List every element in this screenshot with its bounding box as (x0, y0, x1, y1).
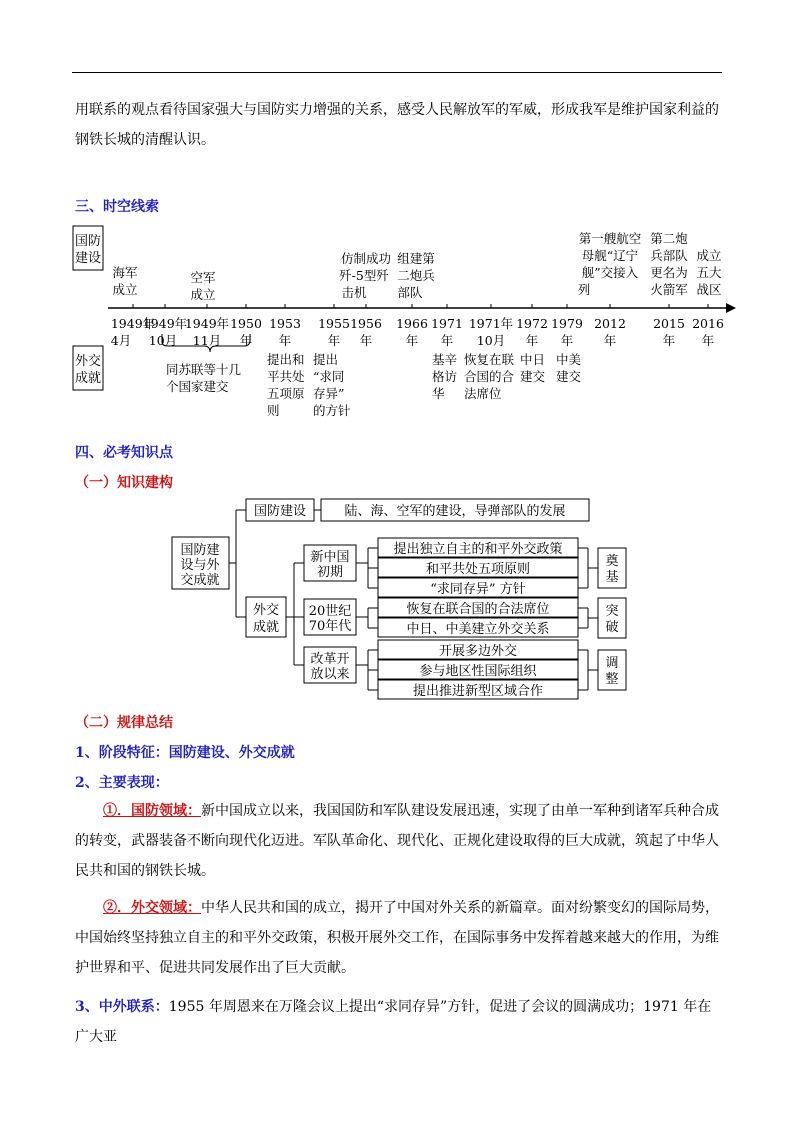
summary-p1: 1、阶段特征：国防建设、外交成就 (75, 745, 295, 761)
defense-events (112, 231, 722, 302)
month-5: 年 (327, 333, 341, 348)
root-line-2: 设与外 (180, 558, 220, 573)
event-rocketforce-4: 火箭军 (650, 282, 688, 297)
diplomacy-events (166, 352, 582, 418)
period3-2: 放以来 (310, 667, 350, 682)
event-seekcommon-3: 存异” (313, 386, 345, 401)
year-11: 1979 (551, 316, 583, 331)
event-5principles-1: 提出和 (267, 352, 305, 367)
period2-1: 20世纪 (308, 604, 352, 619)
event-kissinger-1: 基辛 (432, 352, 458, 367)
month-7: 年 (405, 333, 419, 348)
period1-1: 新中国 (310, 550, 350, 565)
event-seekcommon-4: 的方针 (313, 403, 351, 418)
diplomacy-node-2: 成就 (252, 620, 280, 635)
defense-summary-line-1 (75, 796, 725, 826)
event-carrier-3: 舰”交接入 (581, 265, 639, 280)
period1-item1: 提出独立自主的和平外交政策 (393, 542, 563, 557)
event-carrier-4: 列 (577, 282, 591, 297)
year-9: 1971年 (468, 316, 514, 331)
period3-tag-2: 整 (605, 672, 619, 687)
defense-text-3: 民共和国的钢铁长城。 (75, 863, 215, 879)
month-2: 11月 (192, 333, 222, 348)
diplomacy-summary-line-1 (75, 893, 725, 923)
event-usa-1: 中美 (556, 352, 582, 367)
diplomacy-text-1: 中华人民共和国的成立，揭开了中国对外关系的新篇章。面对纷繁变幻的国际局势， (201, 900, 719, 916)
period1-tag-1: 奠 (605, 554, 619, 569)
summary-p3-keyword: 3、中外联系： (75, 999, 169, 1015)
event-j5-2: 歼-5型歼 (339, 268, 389, 283)
year-8: 1971 (431, 316, 463, 331)
event-rocketforce-3: 更名为 (650, 265, 688, 280)
event-carrier-2: 母舰“辽宁 (581, 248, 639, 263)
defense-label-1: 国防 (74, 234, 102, 249)
summary-p3 (75, 992, 725, 1052)
event-japan-2: 建交 (520, 369, 546, 384)
diplomacy-keyword: ②．外交领域： (103, 900, 201, 916)
year-7: 1966 (396, 316, 428, 331)
period3-item2: 参与地区性国际组织 (419, 664, 537, 679)
event-kissinger-2: 格访 (432, 369, 458, 384)
month-12: 年 (603, 333, 617, 348)
event-usa-2: 建交 (556, 369, 582, 384)
month-6: 年 (359, 333, 373, 348)
year-4: 1953 (269, 316, 301, 331)
section4-sub1: （一）知识建构 (75, 475, 173, 491)
period3-1: 改革开 (310, 652, 350, 667)
event-j5-1: 仿制成功 (340, 251, 392, 266)
period1-tag-2: 基 (605, 570, 619, 585)
month-9: 10月 (476, 333, 506, 348)
section4-title: 四、必考知识点 (75, 445, 173, 461)
period2-2: 70年代 (308, 619, 352, 634)
event-theater-1: 成立 (696, 248, 722, 263)
year-labels (111, 316, 724, 348)
diplomacy-text-2: 中国始终坚持独立自主的和平外交政策，积极开展外交工作，在国际事务中发挥着越来越大的作用，为维 (75, 930, 719, 946)
event-airforce-1: 空军 (190, 270, 216, 285)
month-11: 年 (560, 333, 574, 348)
event-navy-2: 成立 (112, 282, 138, 297)
year-1: 1949年 (142, 316, 188, 331)
defense-label-2: 建设 (74, 251, 102, 266)
year-14: 2016 (692, 316, 724, 331)
defense-text-1: 新中国成立以来，我国国防和军队建设发展迅速，实现了由单一军种到诸军兵种合成 (201, 803, 719, 819)
period1-2: 初期 (316, 565, 344, 580)
event-ussr-1: 同苏联等十几 (166, 362, 242, 377)
period2-item1: 恢复在联合国的合法席位 (406, 602, 550, 617)
month-10: 年 (525, 333, 539, 348)
event-theater-3: 战区 (696, 282, 722, 297)
intro-line-2: 钢铁长城的清醒认识。 (75, 132, 215, 148)
intro-line-1: 用联系的观点看待国家强大与国防实力增强的关系，感受人民解放军的军威，形成我军是维护国家利益的 (75, 102, 719, 118)
period3-item3: 提出推进新型区域合作 (412, 684, 544, 699)
event-un-2: 合国的合 (464, 369, 515, 384)
diplomacy-label-1: 外交 (74, 354, 102, 369)
event-airforce-2: 成立 (190, 287, 216, 302)
event-rocket-1: 组建第 (397, 251, 435, 266)
summary-p3-text: 1955 年周恩来在万隆会议上提出“求同存异”方针，促进了会议的圆满成功；1971 年在广大亚 (75, 999, 712, 1045)
event-rocket-2: 二炮兵 (397, 268, 435, 283)
event-5principles-4: 则 (267, 403, 280, 418)
period1-item2: 和平共处五项原则 (425, 562, 531, 577)
event-carrier-1: 第一艘航空 (578, 231, 642, 246)
timeline (0, 220, 794, 420)
event-j5-3: 击机 (341, 285, 367, 300)
month-3: 年 (239, 333, 253, 348)
year-12: 2012 (594, 316, 626, 331)
defense-detail: 陆、海、空军的建设，导弹部队的发展 (344, 504, 566, 519)
event-rocketforce-1: 第二炮 (650, 231, 688, 246)
year-13: 2015 (653, 316, 685, 331)
event-kissinger-3: 华 (432, 386, 445, 401)
defense-text-2: 的转变，武器装备不断向现代化迈进。军队革命化、现代化、正规化建设取得的巨大成就，筑起了中华人 (75, 833, 719, 849)
section3-title: 三、时空线索 (75, 199, 159, 215)
defense-summary (75, 796, 725, 886)
defense-label-box (73, 226, 103, 270)
year-5: 1955 (318, 316, 350, 331)
diplomacy-label-2: 成就 (74, 371, 102, 386)
month-13: 年 (662, 333, 676, 348)
year-0: 1949年 (110, 316, 156, 331)
event-navy-1: 海军 (112, 265, 138, 280)
event-rocket-3: 部队 (397, 285, 423, 300)
diplomacy-text-3: 护世界和平、促进共同发展作出了巨大贡献。 (75, 960, 355, 976)
header-rule (72, 72, 722, 73)
period3-tag-1: 调 (605, 656, 619, 671)
event-un-1: 恢复在联 (464, 352, 515, 367)
timeline-arrow-icon (726, 303, 736, 313)
intro-paragraph (75, 95, 725, 155)
event-seekcommon-1: 提出 (313, 352, 339, 367)
event-rocketforce-2: 兵部队 (650, 248, 688, 263)
defense-node: 国防建设 (253, 504, 307, 519)
month-8: 年 (440, 333, 454, 348)
event-seekcommon-2: “求同 (313, 369, 345, 384)
summary-p2: 2、主要表现： (75, 775, 169, 791)
event-5principles-3: 五项原 (267, 386, 305, 401)
month-0: 4月 (110, 333, 132, 348)
event-theater-2: 五大 (696, 265, 722, 280)
diplomacy-summary (75, 893, 725, 983)
period2-tag-2: 破 (605, 620, 619, 635)
period2-item2: 中日、中美建立外交关系 (406, 622, 550, 637)
month-14: 年 (701, 333, 715, 348)
year-10: 1972 (516, 316, 548, 331)
period1-item3: “求同存异” 方针 (430, 582, 526, 597)
diplomacy-node-1: 外交 (252, 603, 280, 618)
event-ussr-2: 个国家建交 (166, 379, 229, 394)
month-4: 年 (278, 333, 292, 348)
knowledge-diagram (0, 495, 794, 710)
section4-sub2: （二）规律总结 (75, 715, 173, 731)
event-5principles-2: 平共处 (267, 369, 305, 384)
root-line-3: 交成就 (180, 573, 220, 588)
year-3: 1950 (230, 316, 262, 331)
event-un-3: 法席位 (464, 386, 502, 401)
defense-keyword: ①．国防领域： (103, 803, 201, 819)
root-line-1: 国防建 (180, 543, 220, 558)
period2-tag-1: 突 (605, 604, 619, 619)
month-1: 10月 (148, 333, 178, 348)
year-6: 1956 (350, 316, 382, 331)
diplomacy-label-box (73, 346, 103, 390)
year-2: 1949年 (184, 316, 230, 331)
period3-item1: 开展多边外交 (438, 644, 518, 659)
event-japan-1: 中日 (520, 352, 546, 367)
